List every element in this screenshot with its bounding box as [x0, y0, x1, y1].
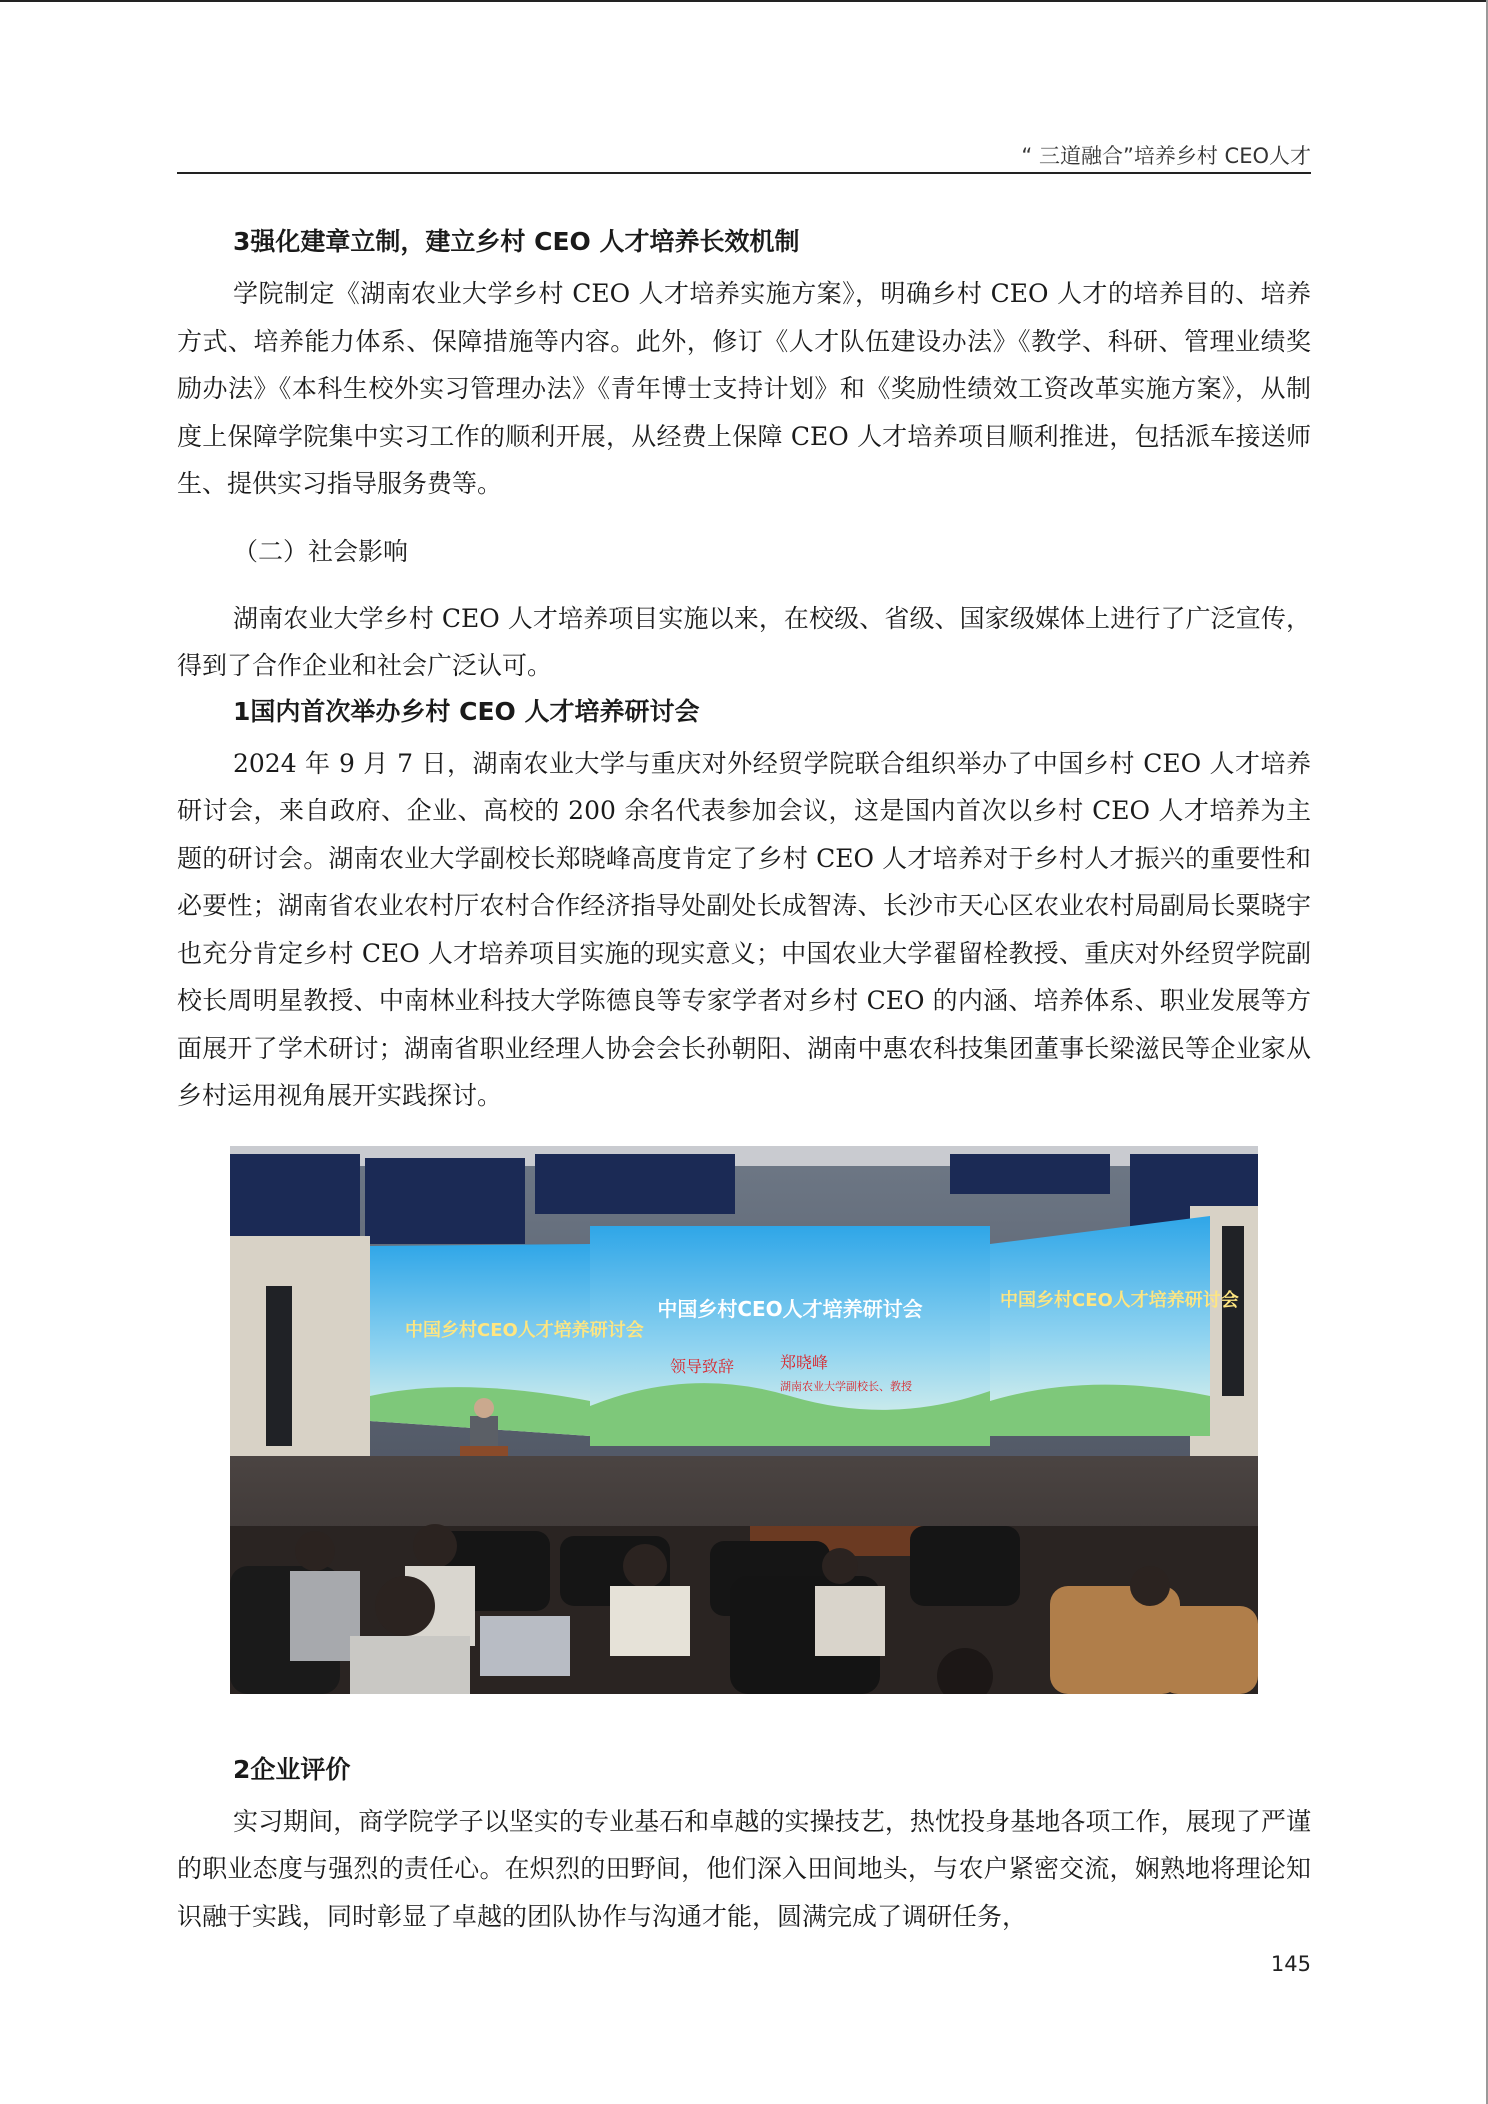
screen-center-title: 中国乡村CEO人才培养研讨会	[657, 1296, 923, 1321]
page-content	[177, 220, 1311, 1940]
page-top-border	[0, 0, 1488, 2]
section-3-heading: 3强化建章立制，建立乡村 CEO 人才培养长效机制	[233, 227, 800, 256]
screen-speaker-label: 领导致辞	[670, 1356, 735, 1376]
running-header: “ 三道融合”培养乡村 CEO人才	[1021, 144, 1311, 168]
item-1-paragraph: 2024 年 9 月 7 日，湖南农业大学与重庆对外经贸学院联合组织举办了中国乡村 CEO 人才培养研讨会，来自政府、企业、高校的 200 余名代表参加会议，这是国内首次以乡村 CEO 人才培养为主题的研讨会。湖南农业大学副校长郑晓峰高度肯定了乡村 CEO 人才培养对于乡村人才振兴的重要性和必要性；湖南省农业农村厅农村合作经济指导处副处长成智涛、长沙市天心区农业农村局副局长粟晓宇也充分肯定乡村 CEO 人才培养项目实施的现实意义；中国农业大学翟留栓教授、重庆对外经贸学院副校长周明星教授、中南林业科技大学陈德良等专家学者对乡村 CEO 的内涵、培养体系、职业发展等方面展开了学术研讨；湖南省职业经理人协会会长孙朝阳、湖南中惠农科技集团董事长梁滋民等企业家从乡村运用视角展开实践探讨。	[177, 748, 1311, 1110]
social-impact-intro: 湖南农业大学乡村 CEO 人才培养项目实施以来，在校级、省级、国家级媒体上进行了广泛宣传，得到了合作企业和社会广泛认可。	[177, 603, 1311, 680]
screen-left-title: 中国乡村CEO人才培养研讨会	[405, 1319, 644, 1341]
social-impact-title: （二）社会影响	[233, 536, 409, 566]
page-number: 145	[1270, 1952, 1311, 1976]
screen-speaker-role: 湖南农业大学副校长、教授	[780, 1379, 912, 1393]
screen-speaker-name: 郑晓峰	[780, 1352, 829, 1372]
conference-photo-illustration	[230, 1146, 1258, 1694]
section-3-paragraph: 学院制定《湖南农业大学乡村 CEO 人才培养实施方案》，明确乡村 CEO 人才的培养目的、培养方式、培养能力体系、保障措施等内容。此外，修订《人才队伍建设办法》《教学、科研、管理业绩奖励办法》《本科生校外实习管理办法》《青年博士支持计划》和《奖励性绩效工资改革实施方案》，从制度上保障学院集中实习工作的顺利开展，从经费上保障 CEO 人才培养项目顺利推进，包括派车接送师生、提供实习指导服务费等。	[177, 279, 1311, 498]
item-1-heading: 1国内首次举办乡村 CEO 人才培养研讨会	[233, 696, 700, 726]
item-2-paragraph: 实习期间，商学院学子以坚实的专业基石和卓越的实操技艺，热忱投身基地各项工作，展现了严谨的职业态度与强烈的责任心。在炽烈的田野间，他们深入田间地头，与农户紧密交流，娴熟地将理论知识融于实践，同时彰显了卓越的团队协作与沟通才能，圆满完成了调研任务，	[177, 1806, 1311, 1931]
conference-photo	[230, 1146, 1258, 1694]
item-2-heading: 2企业评价	[233, 1754, 351, 1784]
screen-right-title: 中国乡村CEO人才培养研讨会	[1000, 1289, 1239, 1311]
header-rule	[177, 172, 1311, 174]
